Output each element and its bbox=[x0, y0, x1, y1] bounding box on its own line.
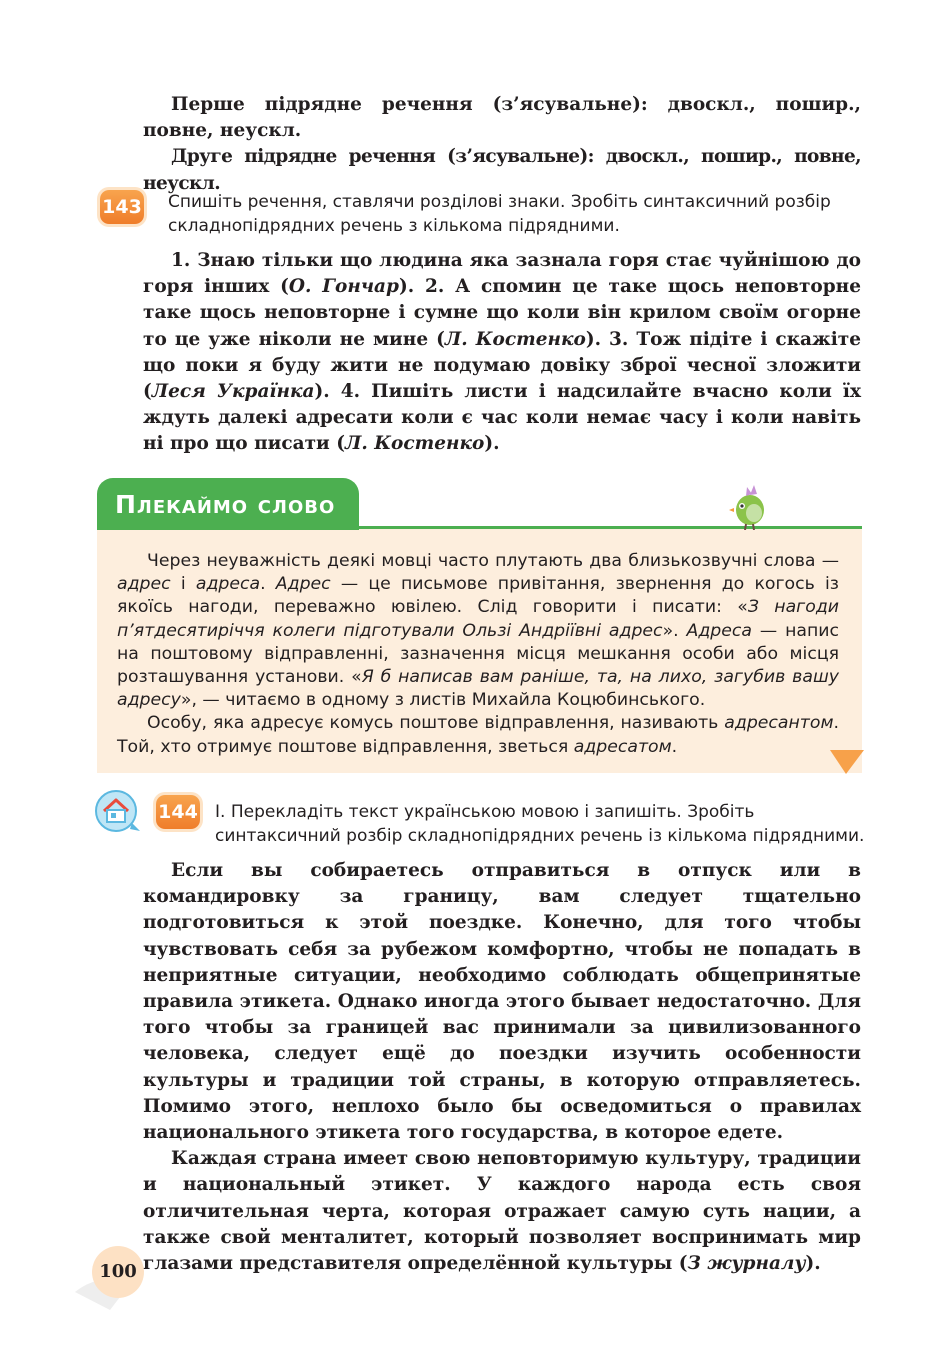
intro-line-2: Друге підрядне речення (з’ясувальне): двоскл., пошир., повне, неускл. bbox=[143, 146, 861, 194]
bird-icon bbox=[728, 482, 772, 530]
card-term-adresa: адреса bbox=[195, 574, 261, 595]
page-number: 100 bbox=[92, 1246, 144, 1298]
card-term-adresat: адресатом bbox=[573, 736, 672, 757]
card-text-7: », — читаємо в одному з листів Михайла Коцюбинського. bbox=[180, 690, 706, 711]
ex143-author-2: Л. Костенко bbox=[444, 328, 586, 350]
title-underline bbox=[355, 526, 862, 529]
ex143-sentence-5: ). bbox=[484, 433, 500, 455]
ex144-paragraph-2-text: Каждая страна имеет свою неповторимую культуру, традиции и национальный этикет. У каждого народа есть своя отличительная черта, которая отражает самую суть нации, а также свой менталитет, который позволяет воспринимать мир глазами представителя определённой культуры ( bbox=[143, 1148, 861, 1275]
ex143-sentence-1: 1. Знаю тільки що людина яка зазнала горя стає чуйнішою до горя інших ( bbox=[143, 250, 861, 298]
intro-line-1: Перше підрядне речення (з’ясувальне): двоскл., пошир., повне, неускл. bbox=[143, 94, 861, 142]
ex144-paragraph-2-end: ). bbox=[805, 1253, 821, 1275]
intro-block bbox=[143, 92, 861, 197]
ex143-author-3: Леся Українка bbox=[151, 381, 315, 403]
card-example-1: З нагоди п’ятдесятиріччя колеги підготували Ользі Андріївні адрес bbox=[117, 597, 839, 641]
ex144-paragraph-1: Если вы собираетесь отправиться в отпуск или в командировку за границу, вам следует тщательно подготовиться к этой поездке. Конечно, для того чтобы чувствовать себя за рубежом комфортно, чтобы не попадать в неприятные ситуации, необходимо соблюдать общепринятые правила этикета. Однако иногда этого бывает недостаточно. Для того чтобы за границей вас принимали за цивилизованного человека, следует ещё до поездки изучить особенности культуры и традиции той страны, в которую отправляетесь. Помимо этого, неплохо было бы осведомиться о правилах национального этикета того государства, в которое едете. bbox=[143, 860, 861, 1144]
card-term-adres: адрес bbox=[117, 574, 171, 595]
exercise-143-task: Спишіть речення, ставлячи розділові знаки. Зробіть синтаксичний розбір складнопідрядних речень з кількома підрядними. bbox=[168, 192, 831, 236]
card-example-2: Я б написав вам раніше, та, на лихо, загубив вашу адресу bbox=[117, 667, 839, 711]
ex144-source: З журналу bbox=[687, 1253, 806, 1275]
card-term-adresa-2: Адреса bbox=[686, 620, 752, 641]
ex143-sentence-4: ). 4. Пишіть листи і надсилайте вчасно коли їх ждуть далекі адресати коли є час коли немає часу і коли навіть ні про що писати ( bbox=[143, 381, 861, 455]
ex143-author-4: Л. Костенко bbox=[344, 433, 485, 455]
card-text-8: Особу, яка адресує комусь поштове відправлення, називають bbox=[147, 713, 725, 734]
card-text-2: і bbox=[170, 574, 196, 595]
card-text-6: — напис на поштовому відправленні, зазначення місця мешкання особи або місця розташування установи. « bbox=[117, 620, 839, 688]
card-text-10: . bbox=[671, 736, 678, 757]
ex144-paragraph-2 bbox=[143, 1146, 861, 1277]
card-term-adres-2: Адрес bbox=[275, 574, 331, 595]
card-term-adresant: адресантом bbox=[724, 713, 834, 734]
exercise-144-text bbox=[143, 858, 861, 1277]
exercise-143-number: 143 bbox=[100, 190, 144, 224]
card-text-4: — це письмове привітання, звернення до когось із якоїсь нагоди, переважно ювілею. Слід говорити і писати: « bbox=[117, 574, 839, 618]
word-care-text bbox=[117, 550, 839, 759]
exercise-144-task: І. Перекладіть текст українською мовою і запишіть. Зробіть синтаксичний розбір складнопідрядних речень із кількома підрядними. bbox=[215, 802, 865, 846]
word-care-title: Плекаймо слово bbox=[97, 478, 359, 530]
card-text-9: . Той, хто отримує поштове відправлення, зветься bbox=[117, 713, 839, 757]
home-task-icon bbox=[94, 789, 142, 835]
ex143-author-1: О. Гончар bbox=[288, 276, 399, 298]
card-text-5: ». bbox=[662, 620, 687, 641]
exercise-143-text bbox=[143, 248, 861, 458]
ex143-sentence-2: ). 2. А спомин це таке щось неповторне таке щось неповторне і сумне що коли він крилом своїм огорне то це уже ніколи не мине ( bbox=[143, 276, 861, 350]
corner-arrow-icon bbox=[830, 748, 864, 774]
exercise-144-number: 144 bbox=[156, 795, 200, 829]
card-text-1: Через неуважність деякі мовці часто плутають два близькозвучні слова — bbox=[147, 551, 839, 571]
card-text-3: . bbox=[260, 574, 276, 595]
ex143-sentence-3: ). 3. Тож підіте і скажіте що поки я буду жити не подумаю довіку зброї чесної зложити ( bbox=[143, 328, 861, 403]
